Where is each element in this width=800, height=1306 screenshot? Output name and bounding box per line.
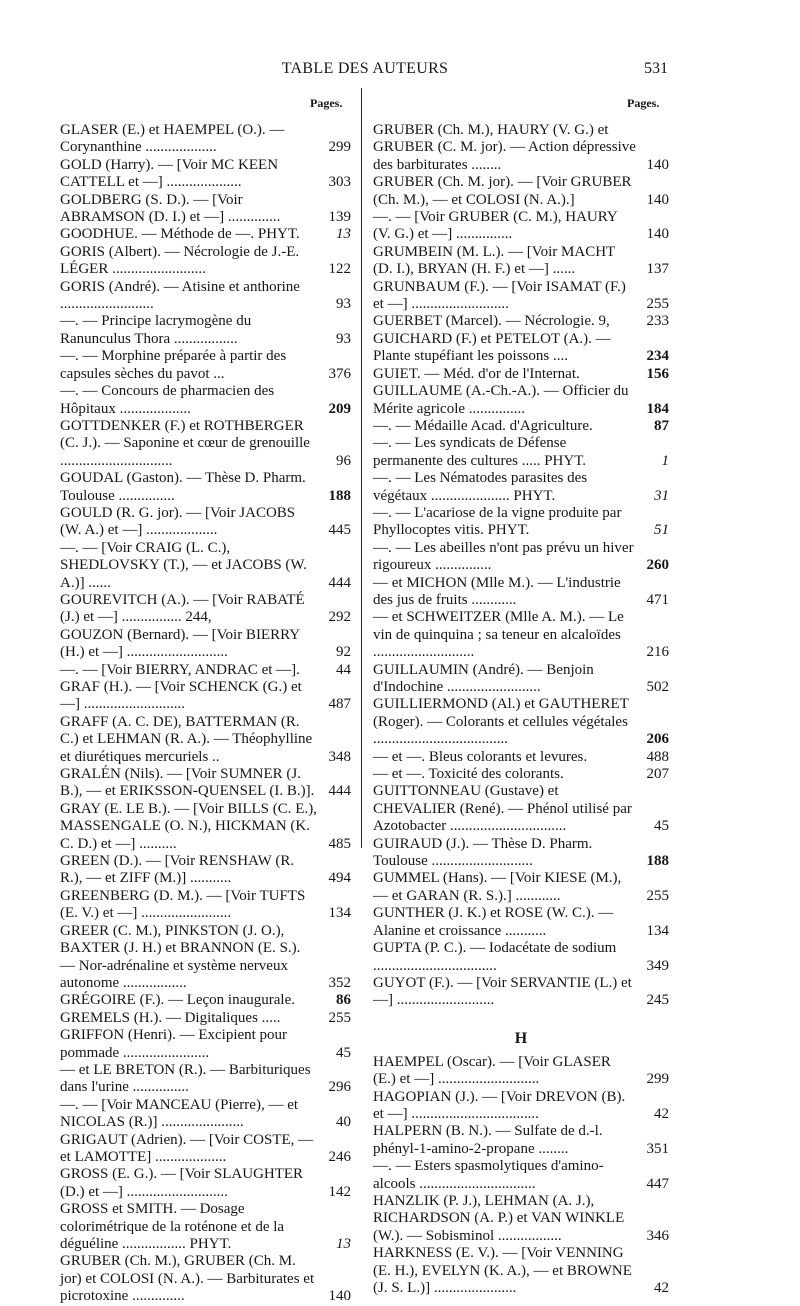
entry-page: 234 bbox=[646, 348, 669, 365]
entry-page: 303 bbox=[328, 174, 351, 191]
entry-page: 487 bbox=[328, 696, 351, 713]
index-entry bbox=[373, 749, 669, 766]
page-number: 531 bbox=[644, 60, 668, 77]
entry-text: GOTTDENKER (F.) et ROTHBERGER (C. J.). — Saponine et cœur de grenouille .............................. bbox=[60, 417, 310, 469]
entry-text: GRUBER (Ch. M.), GRUBER (Ch. M. jor) et COLOSI (N. A.). — Barbiturates et picrotoxine .............. bbox=[60, 1253, 315, 1305]
entry-text: HAEMPEL (Oscar). — [Voir GLASER (E.) et —] ........................... bbox=[373, 1053, 611, 1088]
entry-text: —. — [Voir GRUBER (C. M.), HAURY (V. G.) et —] ............... bbox=[373, 209, 618, 243]
index-entry bbox=[60, 505, 351, 540]
entry-page: 502 bbox=[646, 679, 669, 695]
entry-page: 216 bbox=[646, 644, 669, 661]
entry-text: GRAFF (A. C. DE), BATTERMAN (R. C.) et LEHMAN (R. A.). — Théophylline et diurétiques mercuriels .. bbox=[60, 713, 313, 765]
entry-page: 13 bbox=[336, 226, 351, 243]
index-entry bbox=[373, 905, 669, 940]
entry-page: 206 bbox=[646, 731, 669, 748]
index-entry bbox=[60, 122, 351, 157]
entry-text: HARKNESS (E. V.). — [Voir VENNING (E. H.), EVELYN (K. A.), — et BROWNE (J. S. L.)] ...................... bbox=[373, 1245, 632, 1296]
entry-text: — et —. Bleus colorants et levures. bbox=[373, 748, 588, 765]
entry-page: 447 bbox=[646, 1175, 669, 1192]
index-entry bbox=[60, 766, 351, 801]
entry-text: GRAY (E. LE B.). — [Voir BILLS (C. E.), MASSENGALE (O. N.), HICKMAN (K. C. D.) et —] .......... bbox=[60, 800, 317, 852]
index-entry bbox=[373, 609, 669, 661]
entry-page: 31 bbox=[654, 487, 669, 504]
entry-page: 96 bbox=[336, 452, 351, 469]
entry-text: GUPTA (P. C.). — Iodacétate de sodium ................................. bbox=[373, 940, 617, 974]
index-entry bbox=[373, 122, 669, 174]
index-entry bbox=[373, 836, 669, 871]
index-entry bbox=[373, 696, 669, 748]
entry-page: 40 bbox=[336, 1114, 351, 1131]
running-title: TABLE DES AUTEURS bbox=[281, 60, 449, 77]
entry-page: 42 bbox=[654, 1105, 669, 1122]
entry-page: 233 bbox=[646, 313, 669, 330]
entry-text: GUICHARD (F.) et PETELOT (A.). — Plante stupéfiant les poissons .... bbox=[373, 330, 611, 365]
entry-page: 494 bbox=[328, 870, 351, 887]
entry-text: GREMELS (H.). — Digitaliques ..... bbox=[60, 1009, 281, 1026]
index-entry bbox=[373, 1193, 669, 1245]
entry-page: 445 bbox=[328, 522, 351, 539]
index-entry bbox=[373, 505, 669, 540]
entry-text: GRIFFON (Henri). — Excipient pour pommade ....................... bbox=[60, 1027, 288, 1061]
entry-text: GOUREVITCH (A.). — [Voir RABATÉ (J.) et —] ................ 244, bbox=[60, 591, 305, 626]
index-entry bbox=[373, 435, 669, 470]
entry-text: GOLD (Harry). — [Voir MC KEEN CATTELL et —] .................... bbox=[60, 156, 279, 191]
entry-page: 139 bbox=[328, 209, 351, 226]
entry-page: 255 bbox=[328, 1009, 351, 1026]
index-entry bbox=[373, 662, 669, 697]
index-entry bbox=[60, 853, 351, 888]
index-entry bbox=[373, 1089, 669, 1124]
index-entry bbox=[60, 1027, 351, 1062]
entry-page: 13 bbox=[336, 1236, 351, 1252]
index-entry bbox=[373, 1123, 669, 1158]
entry-text: GUERBET (Marcel). — Nécrologie. 9, bbox=[373, 313, 610, 330]
index-entry bbox=[60, 662, 351, 679]
index-entry bbox=[373, 279, 669, 314]
index-entry bbox=[60, 1201, 351, 1253]
entry-page: 1 bbox=[661, 452, 669, 469]
entry-text: — et —. Toxicité des colorants. bbox=[373, 766, 564, 783]
entry-text: GOUZON (Bernard). — [Voir BIERRY (H.) et —] ........................... bbox=[60, 626, 300, 661]
index-entry bbox=[373, 1054, 669, 1089]
entry-page: 349 bbox=[646, 957, 669, 974]
entry-text: HAGOPIAN (J.). — [Voir DREVON (B). et —] .................................. bbox=[373, 1088, 626, 1122]
entry-text: — et MICHON (Mlle M.). — L'industrie des jus de fruits ............ bbox=[373, 574, 621, 608]
entry-text: —. — Morphine préparée à partir des capsules sèches du pavot ... bbox=[60, 348, 287, 382]
entry-text: — et SCHWEITZER (Mlle A. M.). — Le vin de quinquina ; sa teneur en alcaloïdes ........................... bbox=[373, 609, 624, 661]
index-entry bbox=[60, 279, 351, 314]
entry-text: HANZLIK (P. J.), LEHMAN (A. J.), RICHARDSON (A. P.) et VAN WINKLE (W.). — Sobisminol ................. bbox=[373, 1192, 625, 1244]
index-entry bbox=[60, 192, 351, 227]
entry-text: GRALÉN (Nils). — [Voir SUMNER (J. B.), — et ERIKSSON-QUENSEL (I. B.)]. bbox=[60, 766, 315, 800]
index-entry bbox=[60, 383, 351, 418]
right-entries bbox=[373, 122, 669, 1010]
entry-page: 471 bbox=[646, 591, 669, 608]
entry-page: 87 bbox=[654, 417, 669, 434]
entry-text: —. — Esters spasmolytiques d'amino-alcools ............................... bbox=[373, 1158, 604, 1192]
section-heading-h: H bbox=[514, 1029, 528, 1047]
index-entry bbox=[60, 888, 351, 923]
entry-page: 184 bbox=[646, 400, 669, 417]
index-entry bbox=[60, 470, 351, 505]
entry-page: 51 bbox=[654, 522, 669, 539]
entry-text: GRUMBEIN (M. L.). — [Voir MACHT (D. I.), BRYAN (H. F.) et —] ...... bbox=[373, 243, 615, 278]
entry-text: —. — Médaille Acad. d'Agriculture. bbox=[373, 417, 593, 434]
index-entry bbox=[60, 157, 351, 192]
index-entry bbox=[373, 540, 669, 575]
entry-text: GRAF (H.). — [Voir SCHENCK (G.) et —] ........................... bbox=[60, 679, 302, 713]
index-entry bbox=[373, 313, 669, 330]
entry-text: GRÉGOIRE (F.). — Leçon inaugurale. bbox=[60, 992, 295, 1009]
entry-page: 156 bbox=[646, 365, 669, 382]
entry-page: 351 bbox=[646, 1140, 669, 1157]
entry-page: 140 bbox=[646, 156, 669, 173]
entry-page: 444 bbox=[328, 574, 351, 591]
index-entry bbox=[373, 1245, 669, 1297]
index-entry bbox=[60, 923, 351, 993]
index-entry bbox=[373, 418, 669, 435]
index-entry bbox=[373, 766, 669, 783]
index-entry bbox=[60, 992, 351, 1009]
index-entry bbox=[373, 870, 669, 905]
entry-text: HALPERN (B. N.). — Sulfate de d.-l. phényl-1-amino-2-propane ........ bbox=[373, 1123, 603, 1157]
entry-text: GOODHUE. — Méthode de —. PHYT. bbox=[60, 226, 300, 243]
entry-text: GUIRAUD (J.). — Thèse D. Pharm. Toulouse ........................... bbox=[373, 835, 593, 870]
entry-text: GUNTHER (J. K.) et ROSE (W. C.). — Alanine et croissance ........... bbox=[373, 905, 614, 939]
entry-text: GORIS (Albert). — Nécrologie de J.-E. LÉGER ......................... bbox=[60, 243, 300, 278]
entry-page: 348 bbox=[328, 748, 351, 765]
entry-text: —. — [Voir MANCEAU (Pierre), — et NICOLAS (R.)] ...................... bbox=[60, 1096, 299, 1131]
entry-text: GROSS (E. G.). — [Voir SLAUGHTER (D.) et —] ........................... bbox=[60, 1166, 304, 1200]
index-entry bbox=[373, 331, 669, 366]
entry-text: GOULD (R. G. jor). — [Voir JACOBS (W. A.) et —] ................... bbox=[60, 504, 296, 539]
right-entries-h bbox=[373, 1054, 669, 1298]
index-entry bbox=[60, 540, 351, 592]
entry-page: 352 bbox=[328, 974, 351, 991]
entry-page: 42 bbox=[654, 1280, 669, 1296]
entry-text: GREER (C. M.), PINKSTON (J. O.), BAXTER (J. H.) et BRANNON (E. S.). — Nor-adrénaline et système nerveux autonome ................. bbox=[60, 922, 301, 991]
entry-page: 209 bbox=[328, 400, 351, 417]
index-entry bbox=[373, 470, 669, 505]
entry-text: — et LE BRETON (R.). — Barbituriques dans l'urine ............... bbox=[60, 1061, 311, 1096]
entry-text: —. — Principe lacrymogène du Ranunculus Thora ................. bbox=[60, 313, 252, 347]
index-entry bbox=[373, 975, 669, 1010]
index-entry bbox=[373, 1158, 669, 1193]
index-entry bbox=[373, 366, 669, 383]
entry-page: 255 bbox=[646, 887, 669, 904]
entry-page: 134 bbox=[646, 922, 669, 939]
entry-page: 140 bbox=[646, 226, 669, 243]
entry-text: GORIS (André). — Atisine et anthorine ......................... bbox=[60, 278, 300, 313]
right-pages-label: Pages. bbox=[627, 96, 660, 110]
entry-page: 140 bbox=[328, 1288, 351, 1305]
entry-page: 188 bbox=[646, 853, 669, 870]
entry-text: GRUBER (Ch. M. jor). — [Voir GRUBER (Ch. M.), — et COLOSI (N. A.).] bbox=[373, 174, 632, 208]
index-entry bbox=[60, 244, 351, 279]
entry-page: 207 bbox=[646, 766, 669, 783]
index-entry bbox=[60, 1010, 351, 1027]
entry-text: GRUBER (Ch. M.), HAURY (V. G.) et GRUBER (C. M. jor). — Action dépressive des barbiturates ........ bbox=[373, 122, 636, 173]
entry-page: 45 bbox=[336, 1044, 351, 1061]
entry-page: 86 bbox=[336, 992, 351, 1009]
entry-text: GUILLAUME (A.-Ch.-A.). — Officier du Mérite agricole ............... bbox=[373, 383, 629, 417]
entry-text: GREENBERG (D. M.). — [Voir TUFTS (E. V.) et —] ........................ bbox=[60, 887, 306, 922]
entry-page: 45 bbox=[654, 818, 669, 835]
index-entry bbox=[60, 627, 351, 662]
entry-text: GUMMEL (Hans). — [Voir KIESE (M.), — et GARAN (R. S.).] ............ bbox=[373, 870, 622, 904]
index-entry bbox=[373, 383, 669, 418]
entry-page: 346 bbox=[646, 1227, 669, 1244]
entry-text: GRIGAUT (Adrien). — [Voir COSTE, — et LAMOTTE] ................... bbox=[60, 1131, 314, 1165]
entry-page: 299 bbox=[328, 139, 351, 156]
index-entry bbox=[60, 313, 351, 348]
entry-text: —. — L'acariose de la vigne produite par Phyllocoptes vitis. PHYT. bbox=[373, 504, 622, 539]
entry-text: GRUNBAUM (F.). — [Voir ISAMAT (F.) et —] .......................... bbox=[373, 278, 626, 313]
entry-page: 299 bbox=[646, 1071, 669, 1088]
index-entry bbox=[60, 592, 351, 627]
index-entry bbox=[60, 1166, 351, 1201]
entry-page: 255 bbox=[646, 296, 669, 313]
index-entry bbox=[373, 940, 669, 975]
column-divider bbox=[361, 88, 362, 848]
left-pages-label: Pages. bbox=[310, 96, 343, 110]
entry-text: —. — Les Nématodes parasites des végétaux ..................... PHYT. bbox=[373, 470, 588, 504]
entry-text: GOLDBERG (S. D.). — [Voir ABRAMSON (D. I.) et —] .............. bbox=[60, 191, 281, 226]
index-entry bbox=[60, 1062, 351, 1097]
entry-page: 92 bbox=[336, 644, 351, 661]
entry-text: GREEN (D.). — [Voir RENSHAW (R. R.), — et ZIFF (M.)] ........... bbox=[60, 853, 295, 887]
index-entry bbox=[60, 679, 351, 714]
entry-text: GUILLAUMIN (André). — Benjoin d'Indochine ......................... bbox=[373, 661, 594, 695]
entry-text: —. — Les syndicats de Défense permanente des cultures ..... PHYT. bbox=[373, 435, 586, 469]
entry-text: GUITTONNEAU (Gustave) et CHEVALIER (René). — Phénol utilisé par Azotobacter ............................... bbox=[373, 783, 632, 835]
entry-page: 488 bbox=[646, 748, 669, 765]
entry-page: 44 bbox=[336, 661, 351, 678]
index-entry bbox=[373, 244, 669, 279]
entry-text: —. — Concours de pharmacien des Hôpitaux ................... bbox=[60, 383, 275, 417]
entry-page: 292 bbox=[328, 609, 351, 626]
entry-page: 485 bbox=[328, 835, 351, 852]
entry-page: 134 bbox=[328, 905, 351, 922]
entry-page: 246 bbox=[328, 1148, 351, 1165]
index-entry bbox=[60, 1097, 351, 1132]
entry-text: GUILLIERMOND (Al.) et GAUTHERET (Roger). — Colorants et cellules végétales .................................... bbox=[373, 696, 629, 748]
index-entry bbox=[373, 575, 669, 610]
entry-text: —. — [Voir CRAIG (L. C.), SHEDLOVSKY (T.), — et JACOBS (W. A.)] ...... bbox=[60, 539, 307, 591]
index-entry bbox=[60, 418, 351, 470]
entry-page: 296 bbox=[328, 1079, 351, 1096]
entry-text: —. — Les abeilles n'ont pas prévu un hiver rigoureux ............... bbox=[373, 539, 634, 574]
entry-text: —. — [Voir BIERRY, ANDRAC et —]. bbox=[60, 661, 300, 678]
entry-text: GLASER (E.) et HAEMPEL (O.). — Corynanthine ................... bbox=[60, 122, 285, 156]
entry-text: GUIET. — Méd. d'or de l'Internat. bbox=[373, 365, 580, 382]
left-column bbox=[60, 122, 351, 1306]
entry-text: GOUDAL (Gaston). — Thèse D. Pharm. Toulouse ............... bbox=[60, 470, 306, 504]
entry-page: 245 bbox=[646, 992, 669, 1009]
entry-page: 188 bbox=[328, 487, 351, 504]
index-entry bbox=[60, 1132, 351, 1167]
entry-page: 376 bbox=[328, 365, 351, 382]
entry-page: 137 bbox=[646, 261, 669, 278]
entry-page: 122 bbox=[328, 261, 351, 278]
entry-page: 444 bbox=[328, 783, 351, 800]
index-entry bbox=[60, 348, 351, 383]
entry-page: 260 bbox=[646, 557, 669, 574]
entry-page: 93 bbox=[336, 330, 351, 347]
index-entry bbox=[60, 801, 351, 853]
index-entry bbox=[60, 226, 351, 243]
entry-page: 142 bbox=[328, 1183, 351, 1200]
entry-page: 93 bbox=[336, 296, 351, 313]
right-column bbox=[373, 122, 669, 1297]
index-entry bbox=[60, 714, 351, 766]
index-entry bbox=[373, 783, 669, 835]
index-entry bbox=[373, 174, 669, 209]
index-entry bbox=[60, 1253, 351, 1305]
index-entry bbox=[373, 209, 669, 244]
entry-page: 140 bbox=[646, 191, 669, 208]
entry-text: GROSS et SMITH. — Dosage colorimétrique de la roténone et de la déguéline ................. PHYT. bbox=[60, 1201, 285, 1252]
entry-text: GUYOT (F.). — [Voir SERVANTIE (L.) et —] .......................... bbox=[373, 974, 632, 1009]
